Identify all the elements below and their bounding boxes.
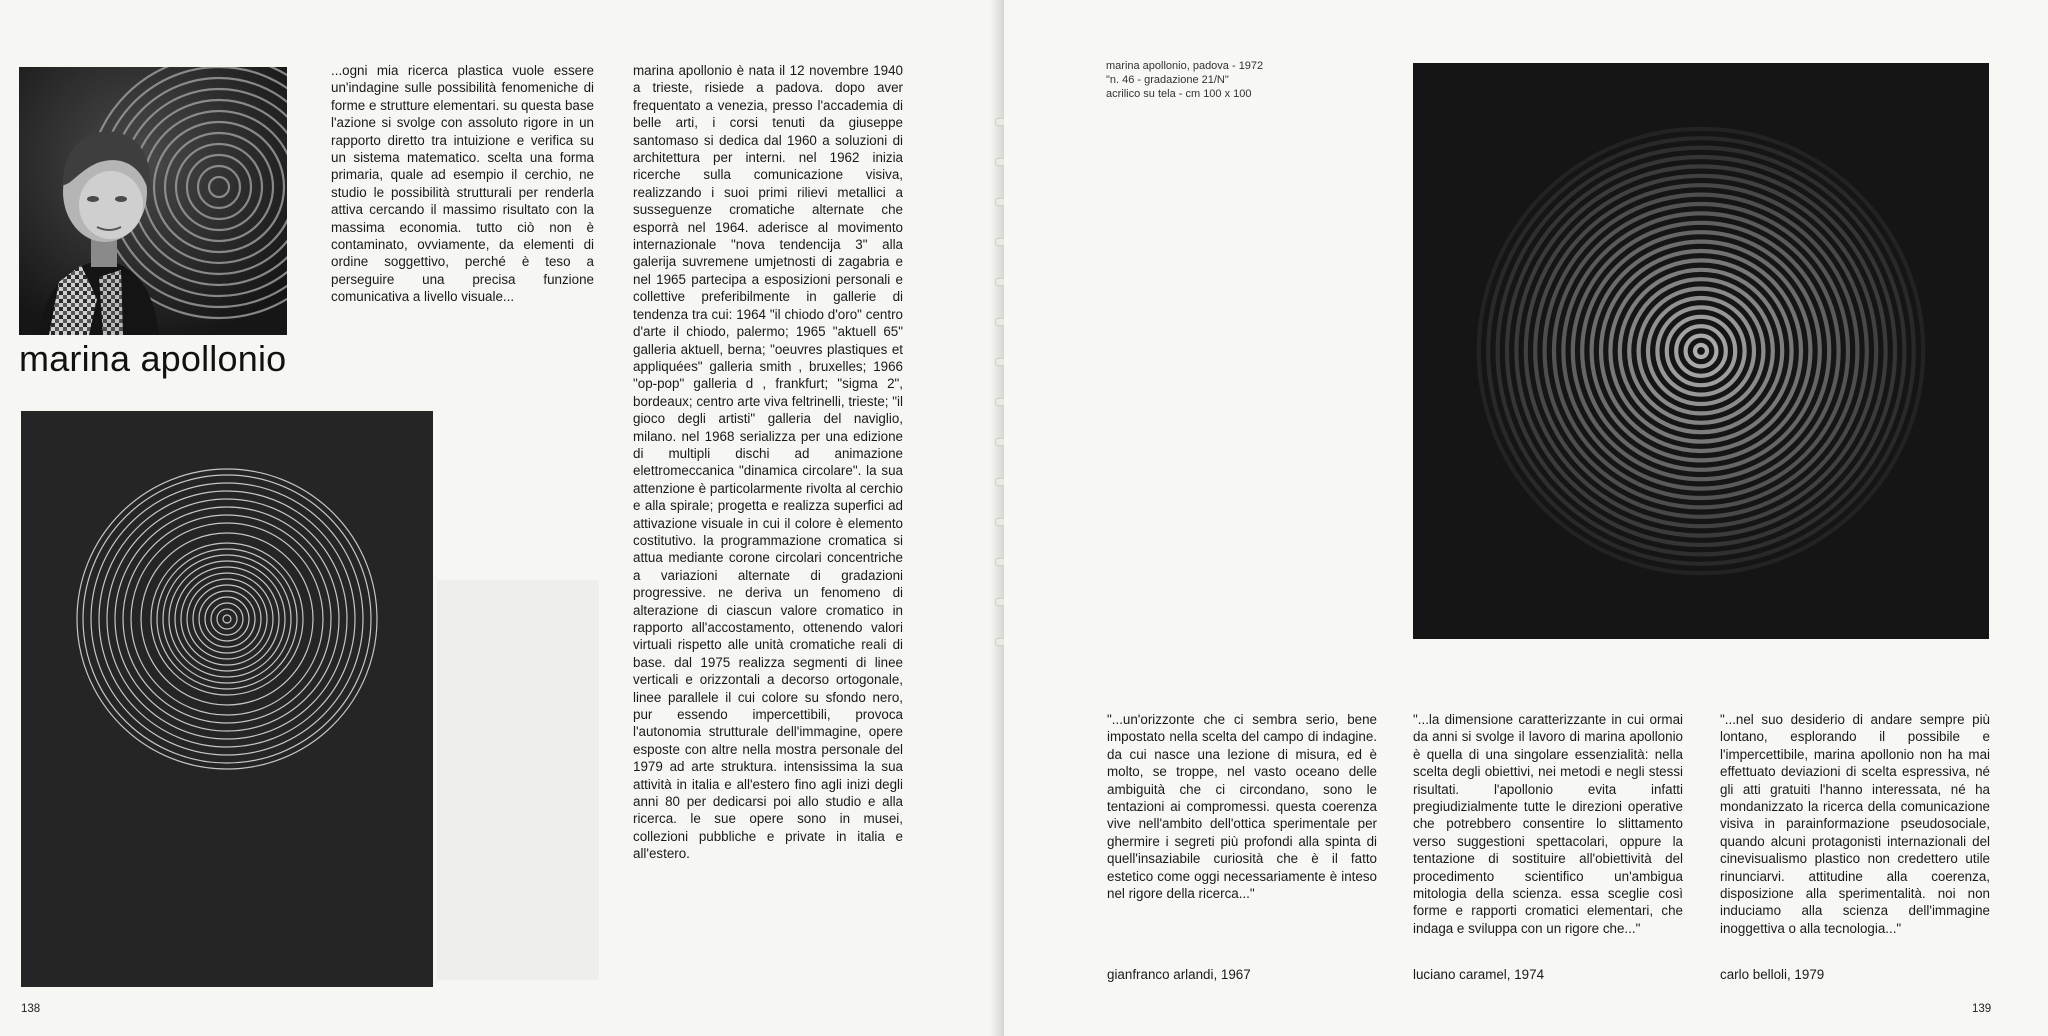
quote-author-belloli: carlo belloli, 1979 bbox=[1720, 967, 1825, 982]
artwork-caption bbox=[1106, 59, 1263, 101]
show-through-shadow bbox=[437, 580, 599, 980]
artist-statement: ...ogni mia ricerca plastica vuole essere un'indagine sulle possibilità fenomeniche di forme e strutture elementari. su questa base l'azione si svolge con assoluto rigore in un rapporto diretto tra intuizione e verifica su un sistema matematico. scelta una forma primaria, quale ad esempio il cerchio, ne studio le possibilità strutturali per renderla attiva cercando il massimo risultato con la massima economia. tutto ciò non è contaminato, ovviamente, da elementi di ordine soggettivo, perché è teso a perseguire una precisa funzione comunicativa a livello visuale... bbox=[331, 63, 594, 305]
page-number-right: 139 bbox=[1972, 1003, 1992, 1015]
caption-line: acrilico su tela - cm 100 x 100 bbox=[1106, 88, 1252, 100]
portrait-image bbox=[19, 67, 287, 335]
critic-quote-belloli: "...nel suo desiderio di andare sempre più lontano, esplorando il possibile e l'impercettibile, marina apollonio non ha mai effettuato deviazioni di scelta espressiva, né gli atti gratuiti l'hanno interessata, né ha mondanizzato la ricerca della comunicazione visiva in parainformazione pseudosociale, quando alcuni protagonisti internazionali del cinevisualismo plastico non credettero utile rinunciarvi. attitudine alla coerenza, disposizione alla sperimentalità. noi non induciamo alla scienza dell'immagine inoggettiva o alla tecnologia..." bbox=[1720, 712, 1990, 936]
caption-line: marina apollonio, padova - 1972 bbox=[1106, 60, 1264, 72]
artist-biography: marina apollonio è nata il 12 novembre 1940 a trieste, risiede a padova. dopo aver frequentato a venezia, presso l'accademia di belle arti, i corsi tenuti da giuseppe santomaso si dedica dal 1960 a soluzioni di architettura per interni. nel 1962 inizia ricerche sulla comunicazione visiva, realizzando i suoi primi rilievi metallici a susseguenze cromatiche alternate che esporrà nel 1964. aderisce al movimento internazionale "nova tendencija 3" alla galerija suvremene umjetnosti di zagabria e nel 1965 partecipa a esposizioni personali e collettive preferibilmente in gallerie di tendenza tra cui: 1964 "il chiodo d'oro" centro d'arte il chiodo, palermo; 1965 "aktuell 65" galleria aktuell, berna; "oeuvres plastiques et appliquées" galleria smith , bruxelles; 1966 "op-pop" galleria d , frankfurt; "sigma 2", bordeaux; centro arte viva feltrinelli, trieste; "il gioco degli artisti" galleria del naviglio, milano. nel 1968 serializza per una edizione di multipli dischi ad animazione elettromeccanica "dinamica circolare". la sua attenzione è particolarmente rivolta al cerchio e alla spirale; progetta e realizza superfici ad attivazione visuale in cui il colore è elemento costitutivo. la programmazione cromatica si attua mediante corone circolari concentriche a variazioni alternate di gradazioni progressive. ne deriva un fenomeno di alterazione di ciascun valore cromatico in rapporto all'accostamento, ottenendo valori virtuali rispetto alle unità cromatiche reali di base. dal 1975 realizza segmenti di linee verticali e orizzontali a decorso ortogonale, linee parallele il cui colore su sfondo nero, pur essendo impercettibili, provoca l'autonomia strutturale dell'immagine, opere esposte con altre nella mostra personale del 1979 ad arte struktura. intensissima la sua attività in italia e all'estero fino agli inizi degli anni 80 per dedicarsi poi allo studio e alla ricerca. le sue opere sono in musei, collezioni pubbliche e private in italia e all'estero. bbox=[633, 63, 903, 862]
artist-name-heading: marina apollonio bbox=[19, 338, 287, 379]
quote-author-caramel: luciano caramel, 1974 bbox=[1413, 967, 1545, 982]
concentric-circles-artwork bbox=[21, 411, 433, 987]
gradient-rings-artwork bbox=[1413, 63, 1989, 639]
artwork-concentric-circles-small bbox=[21, 411, 433, 987]
artist-portrait-photo bbox=[19, 67, 287, 335]
left-page bbox=[0, 0, 1010, 1036]
quote-author-arlandi: gianfranco arlandi, 1967 bbox=[1107, 967, 1251, 982]
artwork-gradazione-21n bbox=[1413, 63, 1989, 639]
page-number-left: 138 bbox=[21, 1003, 41, 1015]
critic-quote-caramel: "...la dimensione caratterizzante in cui ormai da anni si svolge il lavoro di marina apollonio è quella di una singolare essenzialità: nella scelta degli obiettivi, nei metodi e negli stessi risultati. l'apollonio evita infatti pregiudizialmente tutte le direzioni operative che potrebbero consentire lo slittamento verso suggestioni spettacolari, oppure la tentazione di sostituire all'obiettività del procedimento scientifico un'ambigua mitologia della scienza. essa sceglie così forme e rapporti cromatici elementari, che indaga e sviluppa con un rigore che..." bbox=[1413, 712, 1683, 936]
caption-line: "n. 46 - gradazione 21/N" bbox=[1106, 74, 1229, 86]
critic-quote-arlandi: "...un'orizzonte che ci sembra serio, bene impostato nella scelta del campo di indagine. da cui nasce una lezione di misura, ed è molto, se troppe, nel vasto oceano delle ambiguità che ci circondano, sono le tentazioni ai compromessi. questa coerenza vive nell'ambito dell'ottica sperimentale per ghermire i segreti più profondi alla spinta di quell'insaziabile curiosità che è il fatto estetico come oggi necessariamente è inteso nel rigore della ricerca..." bbox=[1107, 712, 1377, 902]
